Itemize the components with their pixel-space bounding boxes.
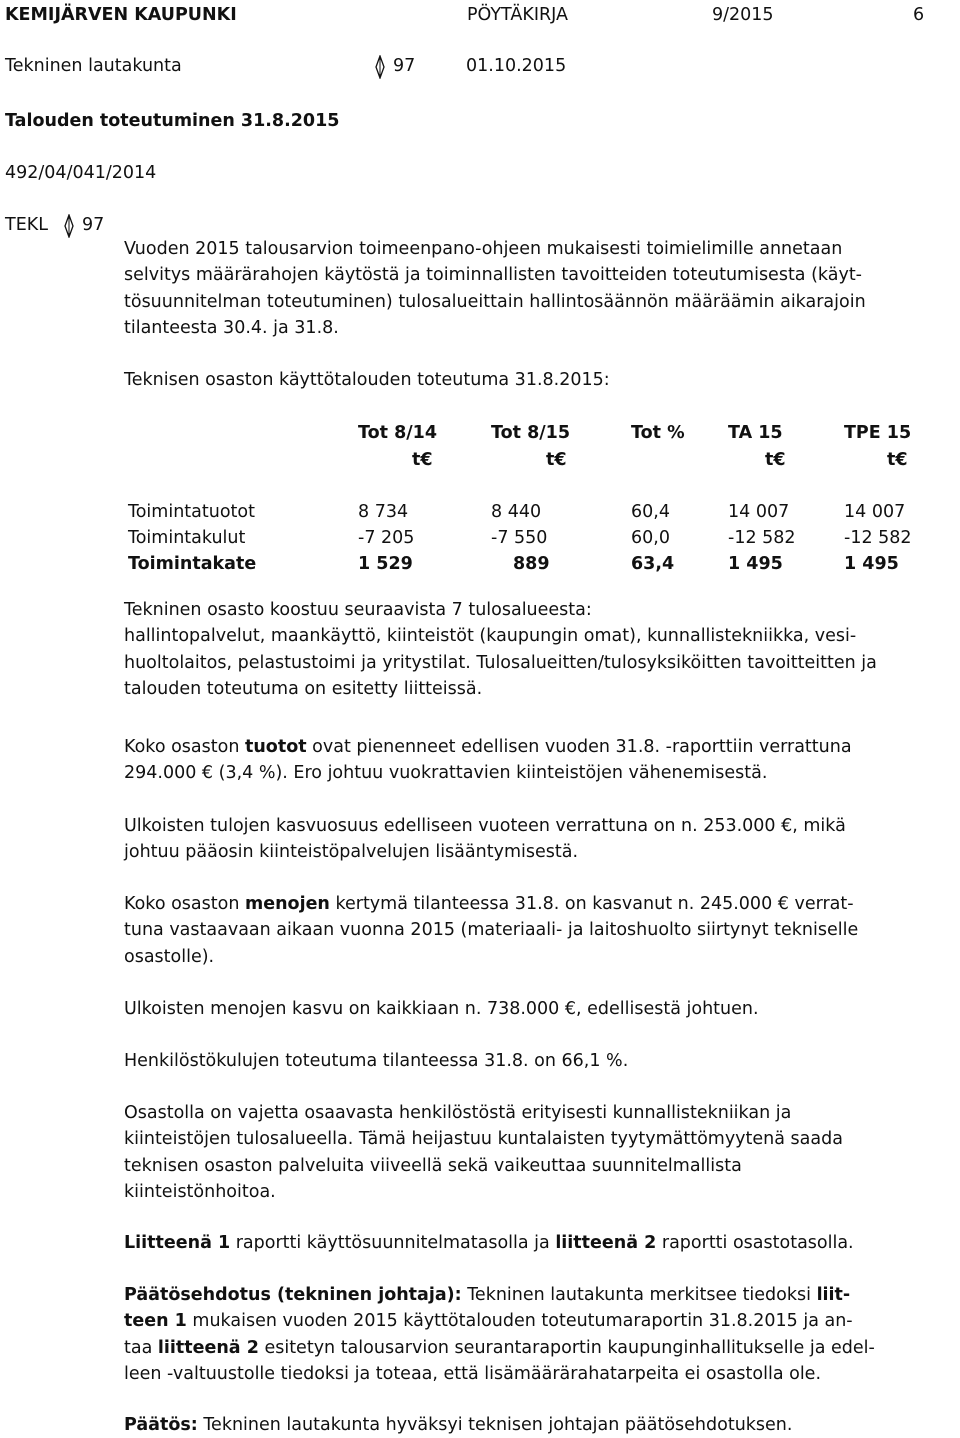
- text-segment: ovat pienenneet edellisen vuoden 31.8. -raporttiin verrattuna: [306, 737, 852, 757]
- reference-number: 97: [82, 215, 105, 235]
- table-unit: t€: [412, 450, 433, 470]
- section-number: 97: [393, 56, 416, 76]
- text-emphasis: liit-: [816, 1285, 851, 1305]
- table-cell: 889: [513, 554, 550, 574]
- table-header: TA 15: [728, 423, 783, 443]
- page-number: 6: [913, 5, 925, 25]
- document-number: 9/2015: [712, 5, 774, 25]
- intro-line: tilanteesta 30.4. ja 31.8.: [124, 317, 339, 338]
- paragraph-personnel-costs: Henkilöstökulujen toteutuma tilanteessa 31.8. on 66,1 %.: [124, 1051, 629, 1071]
- paragraph-decision: [124, 1412, 956, 1438]
- table-unit: t€: [887, 450, 908, 470]
- text-line: Tekninen osasto koostuu seuraavista 7 tulosalueesta:: [124, 600, 592, 620]
- text-emphasis: Päätösehdotus (tekninen johtaja):: [124, 1285, 462, 1305]
- text-line: [124, 734, 956, 760]
- text-segment: kertymä tilanteessa 31.8. on kasvanut n. 245.000 € verrat-: [329, 894, 854, 914]
- text-segment: mukaisen vuoden 2015 käyttötalouden toteutumaraportin 31.8.2015 ja an-: [186, 1311, 853, 1332]
- intro-line: Vuoden 2015 talousarvion toimeenpano-ohjeen mukaisesti toimielimille annetaan: [124, 239, 843, 259]
- paragraph-external-expenses: Ulkoisten menojen kasvu on kaikkiaan n. 738.000 €, edellisestä johtuen.: [124, 999, 759, 1019]
- text-emphasis: Liitteenä 1: [124, 1233, 231, 1253]
- text-emphasis: Päätös:: [124, 1415, 198, 1435]
- text-emphasis: menojen: [244, 894, 330, 914]
- table-row-label: Toimintatuotot: [128, 502, 255, 522]
- text-line: huoltolaitos, pelastustoimi ja yritystilat. Tulosalueitten/tulosyksiköitten tavoitteitten ja: [124, 652, 877, 673]
- paragraph-units: [124, 597, 956, 702]
- section-sign-icon: [62, 214, 76, 244]
- table-caption: Teknisen osaston käyttötalouden toteutuma 31.8.2015:: [124, 370, 610, 390]
- table-header: Tot 8/15: [491, 423, 571, 443]
- board-name: Tekninen lautakunta: [5, 56, 182, 76]
- table-header: TPE 15: [844, 423, 912, 443]
- table-unit: t€: [765, 450, 786, 470]
- table-row-label: Toimintakate: [128, 554, 257, 574]
- text-line: [124, 1335, 956, 1361]
- table-cell: 8 440: [491, 502, 542, 522]
- text-segment: Tekninen lautakunta hyväksyi teknisen johtajan päätösehdotuksen.: [197, 1415, 793, 1435]
- table-cell: 14 007: [728, 502, 790, 522]
- text-line: hallintopalvelut, maankäyttö, kiinteistöt (kaupungin omat), kunnallistekniikka, vesi-: [124, 626, 857, 647]
- reference-label: TEKL: [5, 215, 48, 235]
- table-cell: 1 529: [358, 554, 413, 574]
- table-cell: -12 582: [844, 528, 912, 548]
- text-line: teknisen osaston palveluita viiveellä sekä vaikeuttaa suunnitelmallista: [124, 1155, 742, 1176]
- text-line: talouden toteutuma on esitetty liitteissä.: [124, 678, 483, 699]
- table-cell: 1 495: [728, 554, 783, 574]
- text-emphasis: liitteenä 2: [555, 1233, 657, 1253]
- table-cell: -12 582: [728, 528, 796, 548]
- text-line: Ulkoisten tulojen kasvuosuus edelliseen vuoteen verrattuna on n. 253.000 €, mikä: [124, 816, 846, 836]
- text-line: kiinteistönhoitoa.: [124, 1181, 276, 1202]
- text-line: [124, 1282, 956, 1308]
- table-cell: -7 550: [491, 528, 548, 548]
- text-segment: raportti käyttösuunnitelmatasolla ja: [230, 1233, 556, 1253]
- table-cell: 60,0: [631, 528, 670, 548]
- text-line: Osastolla on vajetta osaavasta henkilöstöstä erityisesti kunnallistekniikan ja: [124, 1103, 792, 1123]
- text-line: kiinteistöjen tulosalueella. Tämä heijastuu kuntalaisten tyytymättömyytenä saada: [124, 1129, 843, 1150]
- table-cell: 63,4: [631, 554, 675, 574]
- text-line: tuna vastaavaan aikaan vuonna 2015 (materiaali- ja laitoshuolto siirtynyt tekniselle: [124, 920, 859, 941]
- table-header: Tot 8/14: [358, 423, 438, 443]
- item-title: Talouden toteutuminen 31.8.2015: [5, 111, 340, 131]
- table-header: Tot %: [631, 423, 685, 443]
- text-segment: esitetyn talousarvion seurantaraportin kaupunginhallitukselle ja edel-: [258, 1337, 875, 1358]
- table-cell: 1 495: [844, 554, 899, 574]
- text-line: osastolle).: [124, 946, 215, 967]
- text-line: [124, 1308, 956, 1334]
- table-cell: 8 734: [358, 502, 409, 522]
- text-segment: raportti osastotasolla.: [656, 1233, 854, 1253]
- text-segment: Tekninen lautakunta merkitsee tiedoksi: [461, 1285, 817, 1305]
- text-line: 294.000 € (3,4 %). Ero johtuu vuokrattavien kiinteistöjen vähenemisestä.: [124, 763, 768, 784]
- table-cell: -7 205: [358, 528, 415, 548]
- text-line: [124, 1230, 956, 1256]
- text-segment: Koko osaston: [124, 894, 245, 914]
- paragraph-staffing: [124, 1100, 956, 1205]
- text-line: [124, 891, 956, 917]
- document-type: PÖYTÄKIRJA: [467, 5, 568, 25]
- table-cell: 60,4: [631, 502, 670, 522]
- meeting-date: 01.10.2015: [466, 56, 567, 76]
- section-sign-icon: [373, 55, 387, 85]
- table-cell: 14 007: [844, 502, 906, 522]
- text-line: [124, 1412, 956, 1438]
- intro-line: selvitys määrärahojen käytöstä ja toiminnallisten tavoitteiden toteutumisesta (käyt-: [124, 265, 862, 286]
- table-row-label: Toimintakulut: [128, 528, 246, 548]
- organization-name: KEMIJÄRVEN KAUPUNKI: [5, 5, 237, 25]
- text-emphasis: liitteenä 2: [157, 1337, 259, 1358]
- paragraph-external-income: [124, 813, 956, 866]
- intro-line: tösuunnitelman toteutuminen) tulosalueittain hallintosäännön määräämin aikarajoin: [124, 291, 866, 312]
- text-emphasis: teen 1: [124, 1311, 187, 1332]
- record-number: 492/04/041/2014: [5, 163, 157, 183]
- text-emphasis: tuotot: [244, 737, 307, 757]
- text-line: leen -valtuustolle tiedoksi ja toteaa, että lisämäärärahatarpeita ei osastolla ole.: [124, 1363, 822, 1384]
- paragraph-attachments: [124, 1230, 956, 1256]
- paragraph-revenue: [124, 734, 956, 787]
- paragraph-expenses: [124, 891, 956, 970]
- text-segment: Koko osaston: [124, 737, 245, 757]
- table-unit: t€: [546, 450, 567, 470]
- intro-paragraph: [124, 236, 956, 341]
- text-segment: taa: [124, 1337, 158, 1358]
- text-line: johtuu pääosin kiinteistöpalvelujen lisääntymisestä.: [124, 842, 579, 863]
- paragraph-proposal: [124, 1282, 956, 1387]
